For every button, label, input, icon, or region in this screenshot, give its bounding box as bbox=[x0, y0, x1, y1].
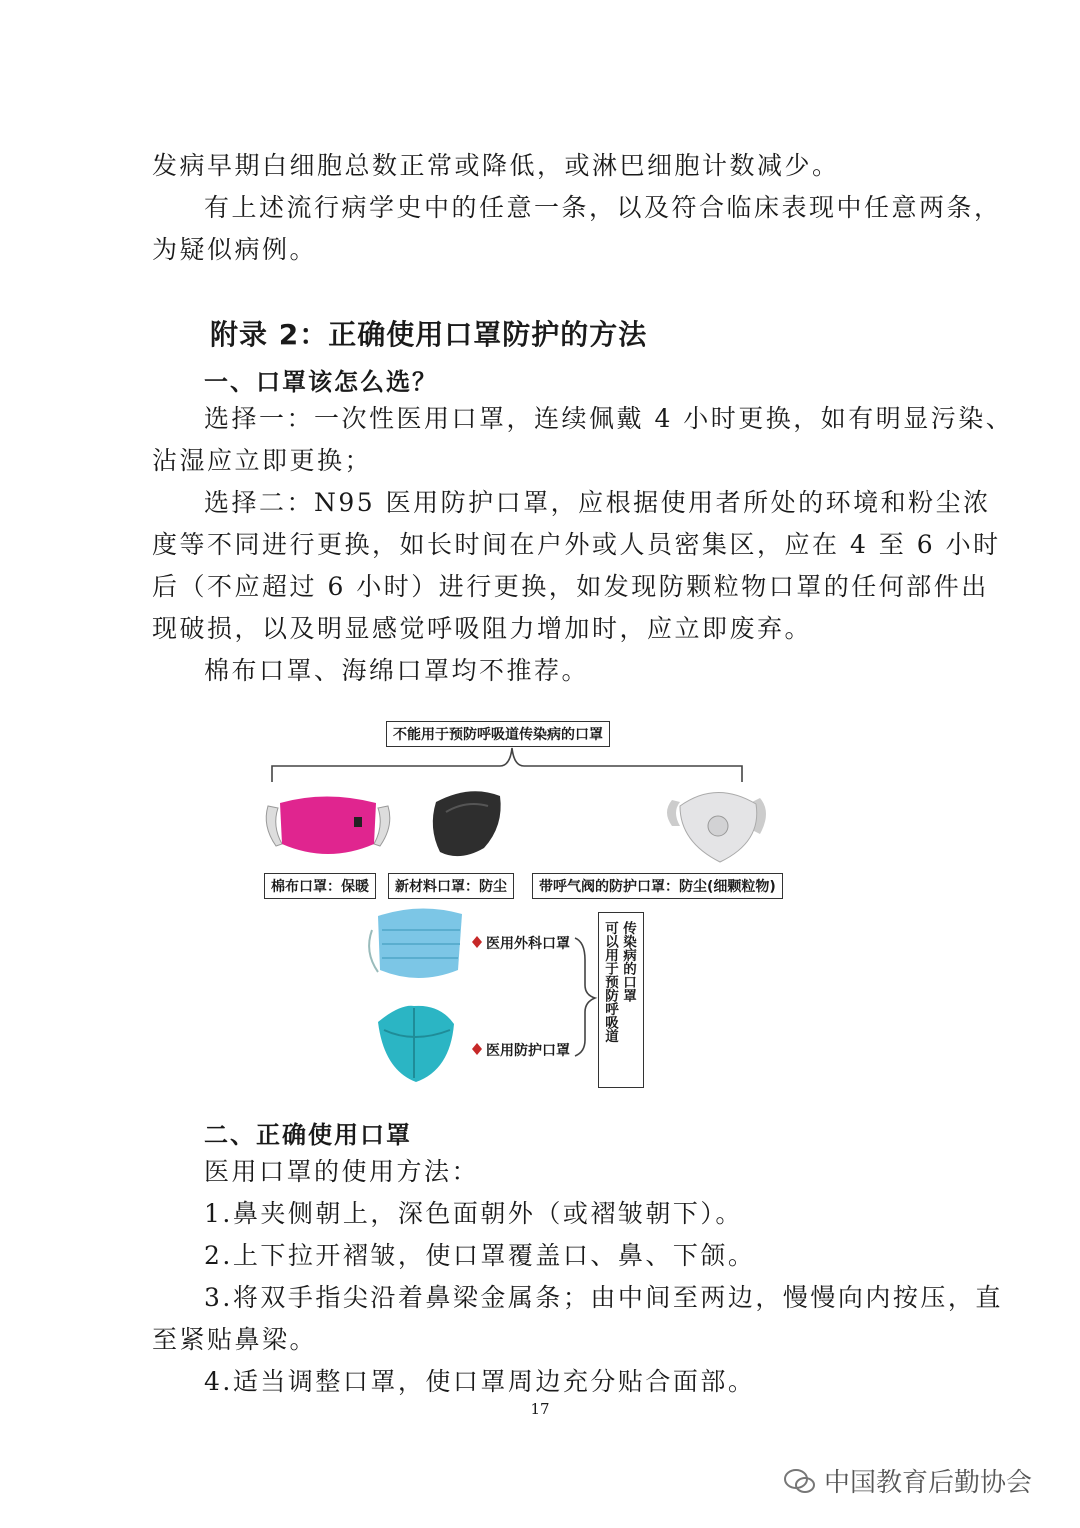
label-valve-mask: 带呼气阀的防护口罩：防尘(细颗粒物) bbox=[532, 873, 783, 899]
right-label-box bbox=[598, 912, 644, 1088]
right-label-col-1: 可以用于预防呼吸道 bbox=[602, 921, 618, 1043]
wechat-icon bbox=[782, 1466, 818, 1496]
section-heading: 二、正确使用口罩 bbox=[204, 1121, 412, 1149]
top-label: 不能用于预防呼吸道传染病的口罩 bbox=[386, 721, 610, 747]
body-line: 沾湿应立即更换； bbox=[152, 446, 373, 475]
label-newmaterial-mask: 新材料口罩：防尘 bbox=[388, 873, 514, 899]
diamond-icon bbox=[472, 1043, 482, 1055]
cotton-mask-body bbox=[280, 797, 376, 855]
newmaterial-mask-icon bbox=[433, 791, 501, 856]
body-line: 选择二：N95 医用防护口罩，应根据使用者所处的环境和粉尘浓 bbox=[204, 488, 991, 517]
watermark-text: 中国教育后勤协会 bbox=[824, 1468, 1033, 1498]
protective-mask-icon bbox=[378, 1006, 454, 1082]
diamond-icon bbox=[472, 936, 482, 948]
body-line: 1.鼻夹侧朝上，深色面朝外（或褶皱朝下）。 bbox=[204, 1199, 743, 1228]
body-line: 为疑似病例。 bbox=[152, 235, 318, 264]
surgical-mask-icon bbox=[369, 908, 462, 978]
label-cotton-mask: 棉布口罩：保暖 bbox=[264, 873, 376, 899]
body-line: 发病早期白细胞总数正常或降低，或淋巴细胞计数减少。 bbox=[152, 151, 840, 180]
page-number: 17 bbox=[530, 1400, 550, 1418]
body-line: 医用口罩的使用方法： bbox=[204, 1157, 480, 1186]
label-protective-mask: 医用防护口罩 bbox=[486, 1043, 570, 1059]
watermark bbox=[782, 1462, 1032, 1499]
cotton-mask-icon bbox=[266, 797, 390, 855]
body-line: 棉布口罩、海绵口罩均不推荐。 bbox=[204, 656, 590, 685]
appendix-title: 附录 2：正确使用口罩防护的方法 bbox=[210, 318, 648, 351]
body-line: 至紧贴鼻梁。 bbox=[152, 1325, 318, 1354]
body-line: 现破损，以及明显感觉呼吸阻力增加时，应立即废弃。 bbox=[152, 614, 813, 643]
body-line: 2.上下拉开褶皱，使口罩覆盖口、鼻、下颌。 bbox=[204, 1241, 756, 1270]
body-line: 有上述流行病学史中的任意一条，以及符合临床表现中任意两条， bbox=[204, 193, 1002, 222]
body-line: 3.将双手指尖沿着鼻梁金属条；由中间至两边，慢慢向内按压，直 bbox=[204, 1283, 1003, 1312]
body-line: 选择一：一次性医用口罩，连续佩戴 4 小时更换，如有明显污染、 bbox=[204, 404, 1014, 433]
valve-mask-icon bbox=[667, 792, 766, 862]
body-line: 后（不应超过 6 小时）进行更换，如发现防颗粒物口罩的任何部件出 bbox=[152, 572, 989, 601]
right-label-col-2: 传染病的口罩 bbox=[620, 921, 636, 1002]
label-surgical-mask: 医用外科口罩 bbox=[486, 936, 570, 952]
section-heading: 一、口罩该怎么选？ bbox=[204, 368, 438, 396]
body-line: 度等不同进行更换，如长时间在户外或人员密集区，应在 4 至 6 小时 bbox=[152, 530, 1001, 559]
body-line: 4.适当调整口罩，使口罩周边充分贴合面部。 bbox=[204, 1367, 756, 1396]
